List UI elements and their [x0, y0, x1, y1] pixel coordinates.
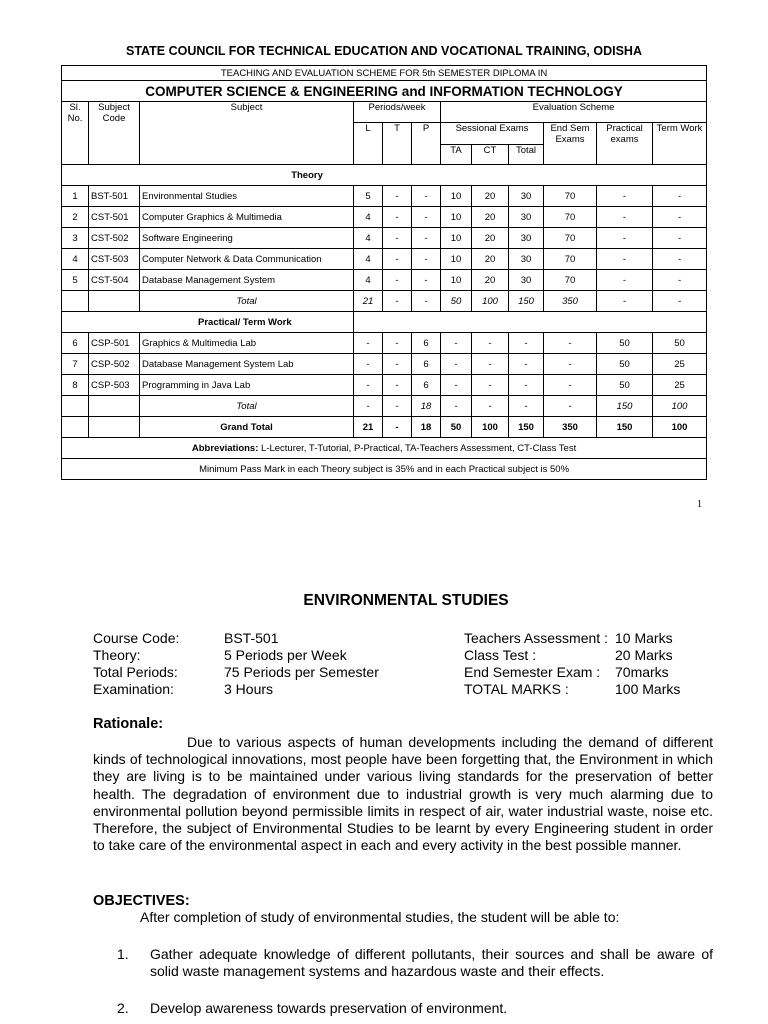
P-cell: - — [412, 249, 441, 270]
L-cell: 4 — [354, 270, 383, 291]
term-cell: - — [653, 270, 707, 291]
practical-cell: 50 — [597, 333, 653, 354]
empty-cell — [62, 291, 89, 312]
sl-cell: 4 — [62, 249, 89, 270]
P-cell: - — [412, 186, 441, 207]
col-L: L — [354, 123, 383, 165]
abbreviations-row — [62, 438, 707, 459]
T-cell: - — [383, 186, 412, 207]
theory-total-row — [62, 291, 707, 312]
info-row — [464, 630, 680, 647]
total-cell: - — [509, 333, 544, 354]
L-cell: - — [354, 354, 383, 375]
subject-cell: Computer Network & Data Communication — [140, 249, 354, 270]
L-cell: - — [354, 375, 383, 396]
col-T: T — [383, 123, 412, 165]
total-cell: 30 — [509, 228, 544, 249]
CT-cell: - — [472, 396, 509, 417]
course-info-left — [93, 630, 379, 698]
col-endsem: End Sem Exams — [544, 123, 597, 165]
endsem-cell: 70 — [544, 186, 597, 207]
practical-total-row — [62, 396, 707, 417]
TA-cell: - — [441, 396, 472, 417]
term-cell: 50 — [653, 333, 707, 354]
TA-cell: 50 — [441, 417, 472, 438]
practical-cell: - — [597, 186, 653, 207]
CT-cell: 100 — [472, 417, 509, 438]
code-cell: CST-503 — [89, 249, 140, 270]
table-row — [62, 228, 707, 249]
P-cell: - — [412, 228, 441, 249]
L-cell: - — [354, 333, 383, 354]
CT-cell: - — [472, 333, 509, 354]
abbrev-text: L-Lecturer, T-Tutorial, P-Practical, TA-Teachers Assessment, CT-Class Test — [258, 442, 577, 454]
pass-mark: Minimum Pass Mark in each Theory subject is 35% and in each Practical subject is 50% — [62, 459, 707, 480]
objective-number: 1. — [117, 946, 129, 962]
practical-cell: - — [597, 207, 653, 228]
empty-cell — [354, 312, 707, 333]
CT-cell: 100 — [472, 291, 509, 312]
col-CT: CT — [472, 145, 509, 165]
TA-cell: 10 — [441, 249, 472, 270]
info-label: Class Test : — [464, 647, 537, 663]
total-label: Grand Total — [140, 417, 354, 438]
L-cell: 4 — [354, 249, 383, 270]
term-cell: - — [653, 228, 707, 249]
info-label: Course Code: — [93, 630, 180, 646]
objective-item — [117, 946, 713, 980]
T-cell: - — [383, 291, 412, 312]
T-cell: - — [383, 375, 412, 396]
subject-cell: Environmental Studies — [140, 186, 354, 207]
T-cell: - — [383, 396, 412, 417]
P-cell: - — [412, 291, 441, 312]
empty-cell — [62, 396, 89, 417]
TA-cell: 10 — [441, 207, 472, 228]
info-row — [93, 630, 379, 647]
rationale-text: Due to various aspects of human developments including the demand of different kinds of technological innovations, most people have been forgetting that, the Environment in which they are living is to be maintained under various living standards for the preservation of better health. The degradation of environment due to industrial growth is very much alarming due to environmental pollution beyond permissible limits in respect of air, water industrial waste, noise etc. Therefore, the subject of Environmental Studies to be learnt by every Engineering student in order to take care of the environmental aspect in each and every activity in the best possible manner. — [93, 734, 713, 854]
branch-title: COMPUTER SCIENCE & ENGINEERING and INFORMATION TECHNOLOGY — [62, 81, 707, 102]
table-row — [62, 354, 707, 375]
term-cell: 25 — [653, 354, 707, 375]
objective-number: 2. — [117, 1000, 129, 1016]
P-cell: 18 — [412, 396, 441, 417]
total-cell: 30 — [509, 270, 544, 291]
practical-cell: - — [597, 270, 653, 291]
L-cell: 5 — [354, 186, 383, 207]
info-row — [93, 681, 379, 698]
table-row — [62, 186, 707, 207]
practical-label-row — [62, 312, 707, 333]
info-row — [93, 664, 379, 681]
CT-cell: 20 — [472, 249, 509, 270]
TA-cell: 10 — [441, 186, 472, 207]
CT-cell: 20 — [472, 270, 509, 291]
col-total: Total — [509, 145, 544, 165]
col-TA: TA — [441, 145, 472, 165]
T-cell: - — [383, 228, 412, 249]
practical-cell: 50 — [597, 354, 653, 375]
objective-text: Gather adequate knowledge of different pollutants, their sources and shall be aware of solid waste management systems and hazardous waste and their effects. — [150, 946, 713, 979]
P-cell: 6 — [412, 375, 441, 396]
total-cell: 150 — [509, 417, 544, 438]
P-cell: 6 — [412, 333, 441, 354]
subject-cell: Graphics & Multimedia Lab — [140, 333, 354, 354]
theory-label: Theory — [62, 165, 707, 186]
L-cell: 4 — [354, 207, 383, 228]
info-label: Teachers Assessment : — [464, 630, 608, 646]
abbreviations — [62, 438, 707, 459]
T-cell: - — [383, 270, 412, 291]
code-cell: CSP-503 — [89, 375, 140, 396]
info-row — [464, 681, 680, 698]
info-label: End Semester Exam : — [464, 664, 601, 680]
T-cell: - — [383, 249, 412, 270]
table-row — [62, 375, 707, 396]
P-cell: 6 — [412, 354, 441, 375]
info-row — [464, 664, 680, 681]
total-label: Total — [140, 291, 354, 312]
TA-cell: - — [441, 375, 472, 396]
P-cell: - — [412, 270, 441, 291]
sl-cell: 3 — [62, 228, 89, 249]
TA-cell: - — [441, 333, 472, 354]
table-row — [62, 270, 707, 291]
col-practical: Practical exams — [597, 123, 653, 165]
endsem-cell: 350 — [544, 291, 597, 312]
endsem-cell: 70 — [544, 249, 597, 270]
T-cell: - — [383, 333, 412, 354]
code-cell: BST-501 — [89, 186, 140, 207]
sl-cell: 7 — [62, 354, 89, 375]
empty-cell — [89, 396, 140, 417]
course-title: ENVIRONMENTAL STUDIES — [303, 592, 509, 609]
info-label: TOTAL MARKS : — [464, 681, 569, 697]
P-cell: 18 — [412, 417, 441, 438]
info-row — [464, 647, 680, 664]
total-cell: - — [509, 396, 544, 417]
subject-cell: Database Management System — [140, 270, 354, 291]
council-heading: STATE COUNCIL FOR TECHNICAL EDUCATION AND VOCATIONAL TRAINING, ODISHA — [126, 44, 642, 58]
col-code: Subject Code — [89, 102, 140, 165]
endsem-cell: - — [544, 333, 597, 354]
empty-cell — [89, 417, 140, 438]
term-cell: - — [653, 186, 707, 207]
endsem-cell: - — [544, 375, 597, 396]
rationale-heading: Rationale: — [93, 716, 164, 732]
info-value: 70marks — [615, 664, 669, 680]
term-cell: - — [653, 249, 707, 270]
info-value: 3 Hours — [224, 681, 274, 697]
info-label: Examination: — [93, 681, 174, 697]
sl-cell: 8 — [62, 375, 89, 396]
term-cell: - — [653, 207, 707, 228]
sl-cell: 2 — [62, 207, 89, 228]
info-value: 20 Marks — [615, 647, 673, 663]
practical-label: Practical/ Term Work — [62, 312, 354, 333]
col-termwork: Term Work — [653, 123, 707, 165]
total-cell: 30 — [509, 186, 544, 207]
objectives-heading: OBJECTIVES: — [93, 893, 190, 909]
L-cell: 21 — [354, 291, 383, 312]
endsem-cell: - — [544, 354, 597, 375]
practical-cell: 150 — [597, 396, 653, 417]
TA-cell: - — [441, 354, 472, 375]
total-cell: 150 — [509, 291, 544, 312]
objectives-intro: After completion of study of environmental studies, the student will be able to: — [140, 909, 620, 925]
scheme-title: TEACHING AND EVALUATION SCHEME FOR 5th SEMESTER DIPLOMA IN — [62, 66, 707, 81]
course-info-right — [464, 630, 680, 698]
endsem-cell: 350 — [544, 417, 597, 438]
info-label: Total Periods: — [93, 664, 178, 680]
total-cell: - — [509, 354, 544, 375]
term-cell: 100 — [653, 396, 707, 417]
table-row — [62, 333, 707, 354]
info-value: 75 Periods per Semester — [224, 664, 379, 680]
code-cell: CST-501 — [89, 207, 140, 228]
objective-item — [117, 1000, 713, 1017]
L-cell: 4 — [354, 228, 383, 249]
sl-cell: 6 — [62, 333, 89, 354]
empty-cell — [89, 291, 140, 312]
CT-cell: - — [472, 375, 509, 396]
scheme-table — [61, 65, 707, 480]
CT-cell: 20 — [472, 207, 509, 228]
col-P: P — [412, 123, 441, 165]
page-number: 1 — [697, 499, 702, 510]
info-value: BST-501 — [224, 630, 279, 646]
endsem-cell: 70 — [544, 207, 597, 228]
T-cell: - — [383, 207, 412, 228]
empty-cell — [62, 417, 89, 438]
endsem-cell: 70 — [544, 270, 597, 291]
term-cell: 100 — [653, 417, 707, 438]
practical-cell: - — [597, 249, 653, 270]
col-periods: Periods/week — [354, 102, 441, 123]
sl-cell: 5 — [62, 270, 89, 291]
objective-text: Develop awareness towards preservation of environment. — [150, 1000, 508, 1016]
practical-cell: 50 — [597, 375, 653, 396]
info-value: 100 Marks — [615, 681, 681, 697]
P-cell: - — [412, 207, 441, 228]
total-cell: - — [509, 375, 544, 396]
CT-cell: 20 — [472, 186, 509, 207]
subject-cell: Database Management System Lab — [140, 354, 354, 375]
col-sessional: Sessional Exams — [441, 123, 544, 145]
L-cell: - — [354, 396, 383, 417]
CT-cell: 20 — [472, 228, 509, 249]
practical-cell: - — [597, 228, 653, 249]
subject-cell: Software Engineering — [140, 228, 354, 249]
col-eval: Evaluation Scheme — [441, 102, 707, 123]
practical-cell: - — [597, 291, 653, 312]
term-cell: - — [653, 291, 707, 312]
pass-mark-row — [62, 459, 707, 480]
term-cell: 25 — [653, 375, 707, 396]
sl-cell: 1 — [62, 186, 89, 207]
endsem-cell: - — [544, 396, 597, 417]
abbrev-label: Abbreviations: — [191, 442, 259, 454]
code-cell: CST-504 — [89, 270, 140, 291]
code-cell: CSP-501 — [89, 333, 140, 354]
TA-cell: 10 — [441, 270, 472, 291]
practical-cell: 150 — [597, 417, 653, 438]
total-cell: 30 — [509, 249, 544, 270]
col-sl: Sl. No. — [62, 102, 89, 165]
info-value: 5 Periods per Week — [224, 647, 347, 663]
T-cell: - — [383, 417, 412, 438]
total-label: Total — [140, 396, 354, 417]
TA-cell: 50 — [441, 291, 472, 312]
info-value: 10 Marks — [615, 630, 673, 646]
subject-cell: Computer Graphics & Multimedia — [140, 207, 354, 228]
code-cell: CSP-502 — [89, 354, 140, 375]
table-row — [62, 207, 707, 228]
TA-cell: 10 — [441, 228, 472, 249]
L-cell: 21 — [354, 417, 383, 438]
grand-total-row — [62, 417, 707, 438]
info-label: Theory: — [93, 647, 141, 663]
info-row — [93, 647, 379, 664]
CT-cell: - — [472, 354, 509, 375]
col-subject: Subject — [140, 102, 354, 165]
code-cell: CST-502 — [89, 228, 140, 249]
T-cell: - — [383, 354, 412, 375]
endsem-cell: 70 — [544, 228, 597, 249]
table-row — [62, 249, 707, 270]
total-cell: 30 — [509, 207, 544, 228]
subject-cell: Programming in Java Lab — [140, 375, 354, 396]
